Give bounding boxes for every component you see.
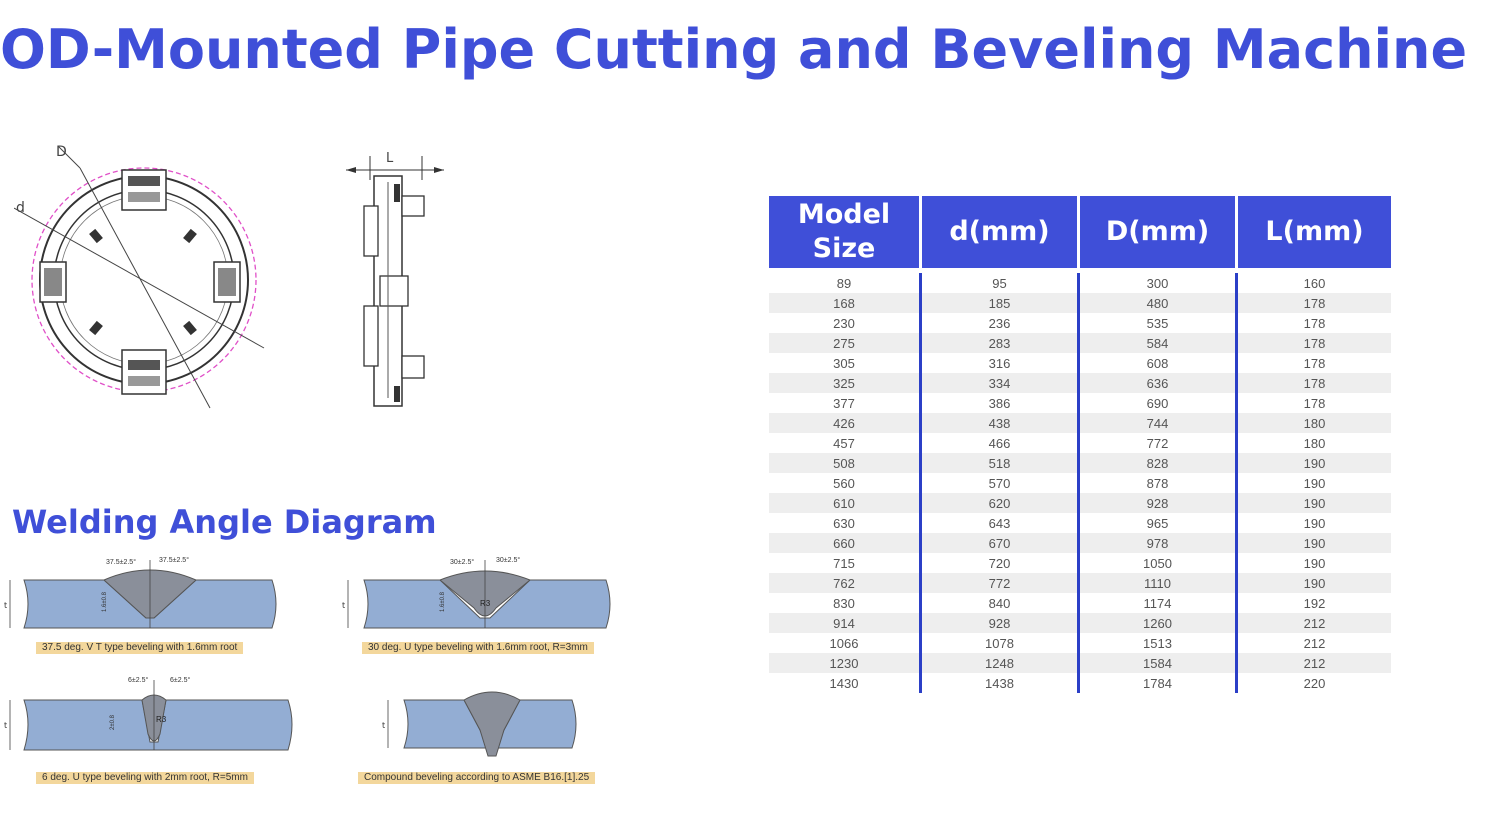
table-cell: 212	[1237, 633, 1392, 653]
table-cell: 334	[921, 373, 1079, 393]
table-cell: 928	[1079, 493, 1237, 513]
svg-text:6±2.5°: 6±2.5°	[128, 677, 149, 684]
table-cell: 180	[1237, 433, 1392, 453]
table-cell: 1110	[1079, 573, 1237, 593]
table-cell: 670	[921, 533, 1079, 553]
table-cell: 643	[921, 513, 1079, 533]
table-cell: 480	[1079, 293, 1237, 313]
table-cell: 325	[769, 373, 921, 393]
table-cell: 178	[1237, 333, 1392, 353]
table-cell: 1078	[921, 633, 1079, 653]
svg-text:2±0.8: 2±0.8	[110, 715, 116, 730]
table-cell: 275	[769, 333, 921, 353]
header-L-mm: L(mm)	[1237, 196, 1392, 268]
svg-text:t: t	[382, 721, 386, 730]
table-cell: 305	[769, 353, 921, 373]
header-d-mm: d(mm)	[921, 196, 1079, 268]
bevel-diagram-v	[4, 550, 279, 640]
table-row	[769, 493, 1391, 513]
table-row	[769, 453, 1391, 473]
table-row	[769, 573, 1391, 593]
machine-side-view	[334, 146, 449, 412]
table-cell: 965	[1079, 513, 1237, 533]
table-cell: 1050	[1079, 553, 1237, 573]
table-cell: 283	[921, 333, 1079, 353]
table-cell: 190	[1237, 453, 1392, 473]
table-cell: 608	[1079, 353, 1237, 373]
table-cell: 1513	[1079, 633, 1237, 653]
table-cell: 508	[769, 453, 921, 473]
table-cell: 190	[1237, 513, 1392, 533]
table-row	[769, 553, 1391, 573]
bevel-caption-1: 37.5 deg. V T type beveling with 1.6mm root	[36, 642, 243, 654]
table-cell: 178	[1237, 313, 1392, 333]
page-title: OD-Mounted Pipe Cutting and Beveling Machine	[0, 18, 1468, 81]
table-cell: 160	[1237, 273, 1392, 293]
table-cell: 192	[1237, 593, 1392, 613]
header-model-size: Model Size	[769, 196, 921, 268]
table-cell: 185	[921, 293, 1079, 313]
table-cell: 660	[769, 533, 921, 553]
bevel-caption-2: 30 deg. U type beveling with 1.6mm root, R=3mm	[362, 642, 594, 654]
bevel-diagram-compound	[380, 680, 585, 770]
table-cell: 220	[1237, 673, 1392, 693]
spec-table	[769, 196, 1391, 693]
table-cell: 178	[1237, 353, 1392, 373]
table-cell: 438	[921, 413, 1079, 433]
table-cell: 914	[769, 613, 921, 633]
table-row	[769, 433, 1391, 453]
table-row	[769, 633, 1391, 653]
table-cell: 1066	[769, 633, 921, 653]
table-cell: 610	[769, 493, 921, 513]
table-cell: 772	[921, 573, 1079, 593]
table-cell: 386	[921, 393, 1079, 413]
table-cell: 190	[1237, 573, 1392, 593]
svg-text:6±2.5°: 6±2.5°	[170, 677, 191, 684]
bevel-diagram-u30	[340, 550, 615, 640]
table-cell: 878	[1079, 473, 1237, 493]
svg-text:R3: R3	[480, 599, 491, 608]
table-row	[769, 293, 1391, 313]
table-cell: 1584	[1079, 653, 1237, 673]
table-cell: 316	[921, 353, 1079, 373]
bevel-caption-3: 6 deg. U type beveling with 2mm root, R=5mm	[36, 772, 254, 784]
table-row	[769, 333, 1391, 353]
table-cell: 715	[769, 553, 921, 573]
table-row	[769, 393, 1391, 413]
table-cell: 830	[769, 593, 921, 613]
table-cell: 1174	[1079, 593, 1237, 613]
table-cell: 178	[1237, 393, 1392, 413]
table-cell: 840	[921, 593, 1079, 613]
table-cell: 89	[769, 273, 921, 293]
table-cell: 1248	[921, 653, 1079, 673]
table-cell: 928	[921, 613, 1079, 633]
svg-text:t: t	[4, 601, 8, 610]
table-cell: 620	[921, 493, 1079, 513]
table-row	[769, 373, 1391, 393]
table-cell: 535	[1079, 313, 1237, 333]
table-cell: 300	[1079, 273, 1237, 293]
dim-label-d: d	[16, 200, 25, 216]
table-row	[769, 313, 1391, 333]
table-cell: 518	[921, 453, 1079, 473]
table-cell: 1438	[921, 673, 1079, 693]
table-cell: 772	[1079, 433, 1237, 453]
table-cell: 178	[1237, 293, 1392, 313]
svg-text:R3: R3	[156, 715, 167, 724]
svg-text:30±2.5°: 30±2.5°	[496, 557, 521, 564]
table-cell: 636	[1079, 373, 1237, 393]
table-cell: 1260	[1079, 613, 1237, 633]
bevel-caption-4: Compound beveling according to ASME B16.[1].25	[358, 772, 595, 784]
table-cell: 1430	[769, 673, 921, 693]
table-cell: 426	[769, 413, 921, 433]
svg-text:30±2.5°: 30±2.5°	[450, 559, 475, 566]
bevel-diagram-u6	[4, 670, 299, 770]
table-row	[769, 673, 1391, 693]
svg-text:t: t	[4, 721, 8, 730]
table-cell: 1784	[1079, 673, 1237, 693]
table-cell: 190	[1237, 533, 1392, 553]
svg-text:37.5±2.5°: 37.5±2.5°	[159, 557, 189, 564]
table-cell: 720	[921, 553, 1079, 573]
table-cell: 560	[769, 473, 921, 493]
table-cell: 690	[1079, 393, 1237, 413]
table-row	[769, 533, 1391, 553]
dim-label-L: L	[386, 151, 394, 166]
table-row	[769, 413, 1391, 433]
table-row	[769, 513, 1391, 533]
table-cell: 236	[921, 313, 1079, 333]
table-row	[769, 473, 1391, 493]
table-cell: 828	[1079, 453, 1237, 473]
table-cell: 570	[921, 473, 1079, 493]
table-cell: 762	[769, 573, 921, 593]
table-cell: 744	[1079, 413, 1237, 433]
table-cell: 190	[1237, 493, 1392, 513]
table-cell: 95	[921, 273, 1079, 293]
table-cell: 190	[1237, 473, 1392, 493]
svg-text:1.6±0.8: 1.6±0.8	[440, 592, 446, 612]
table-cell: 168	[769, 293, 921, 313]
table-cell: 230	[769, 313, 921, 333]
table-cell: 978	[1079, 533, 1237, 553]
table-cell: 212	[1237, 653, 1392, 673]
table-cell: 1230	[769, 653, 921, 673]
table-cell: 212	[1237, 613, 1392, 633]
svg-text:37.5±2.5°: 37.5±2.5°	[106, 559, 136, 566]
table-cell: 466	[921, 433, 1079, 453]
table-row	[769, 593, 1391, 613]
svg-text:t: t	[342, 601, 346, 610]
machine-front-view	[14, 138, 274, 413]
welding-angle-heading: Welding Angle Diagram	[12, 503, 437, 541]
header-D-mm: D(mm)	[1079, 196, 1237, 268]
table-row	[769, 613, 1391, 633]
table-cell: 178	[1237, 373, 1392, 393]
table-cell: 377	[769, 393, 921, 413]
table-cell: 630	[769, 513, 921, 533]
table-row	[769, 653, 1391, 673]
table-row	[769, 273, 1391, 293]
table-cell: 457	[769, 433, 921, 453]
table-cell: 584	[1079, 333, 1237, 353]
svg-text:1.6±0.8: 1.6±0.8	[102, 592, 108, 612]
table-row	[769, 353, 1391, 373]
dim-label-D: D	[56, 144, 67, 160]
table-cell: 180	[1237, 413, 1392, 433]
table-cell: 190	[1237, 553, 1392, 573]
